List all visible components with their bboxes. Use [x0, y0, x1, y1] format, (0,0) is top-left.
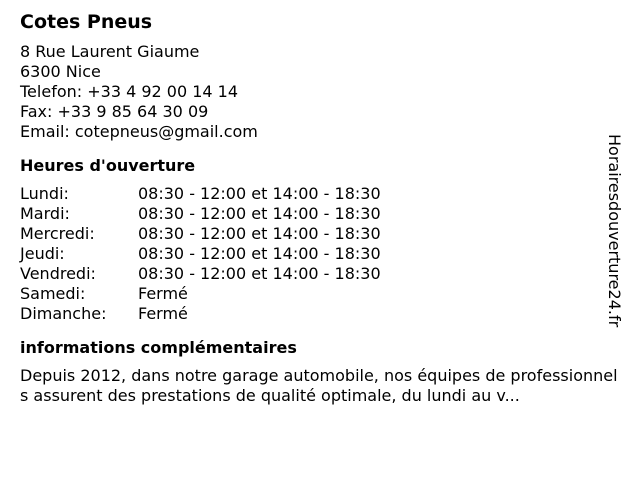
fax-line: Fax: +33 9 85 64 30 09 — [20, 102, 209, 121]
hours-day-label: Jeudi: — [20, 244, 65, 263]
opening-hours-table — [20, 184, 620, 324]
phone-line: Telefon: +33 4 92 00 14 14 — [20, 82, 239, 101]
hours-day-label: Mercredi: — [20, 224, 95, 243]
business-card — [20, 10, 620, 406]
hours-day-label: Dimanche: — [20, 304, 107, 323]
opening-hours-heading: Heures d'ouverture — [20, 156, 196, 175]
email-line: Email: cotepneus@gmail.com — [20, 122, 258, 141]
hours-day-label: Samedi: — [20, 284, 86, 303]
hours-row-friday — [20, 264, 620, 284]
hours-day-value: 08:30 - 12:00 et 14:00 - 18:30 — [138, 204, 381, 223]
hours-day-label: Vendredi: — [20, 264, 96, 283]
hours-row-monday — [20, 184, 620, 204]
hours-day-value: Fermé — [138, 304, 188, 323]
hours-day-value: 08:30 - 12:00 et 14:00 - 18:30 — [138, 184, 381, 203]
hours-row-sunday — [20, 304, 620, 324]
hours-day-value: 08:30 - 12:00 et 14:00 - 18:30 — [138, 224, 381, 243]
hours-day-value: 08:30 - 12:00 et 14:00 - 18:30 — [138, 264, 381, 283]
address-line-1: 8 Rue Laurent Giaume — [20, 42, 200, 61]
additional-info-text: Depuis 2012, dans notre garage automobile, nos équipes de professionnels assurent des prestations de qualité optimale, du lundi au v... — [20, 366, 618, 405]
hours-row-thursday — [20, 244, 620, 264]
additional-info-heading: informations complémentaires — [20, 338, 297, 357]
hours-day-label: Mardi: — [20, 204, 70, 223]
address-line-2: 6300 Nice — [20, 62, 101, 81]
business-name: Cotes Pneus — [20, 11, 153, 33]
hours-day-value: Fermé — [138, 284, 188, 303]
hours-day-label: Lundi: — [20, 184, 69, 203]
site-watermark: Horairesdouverture24.fr — [605, 134, 624, 328]
hours-row-saturday — [20, 284, 620, 304]
hours-day-value: 08:30 - 12:00 et 14:00 - 18:30 — [138, 244, 381, 263]
hours-row-wednesday — [20, 224, 620, 244]
hours-row-tuesday — [20, 204, 620, 224]
